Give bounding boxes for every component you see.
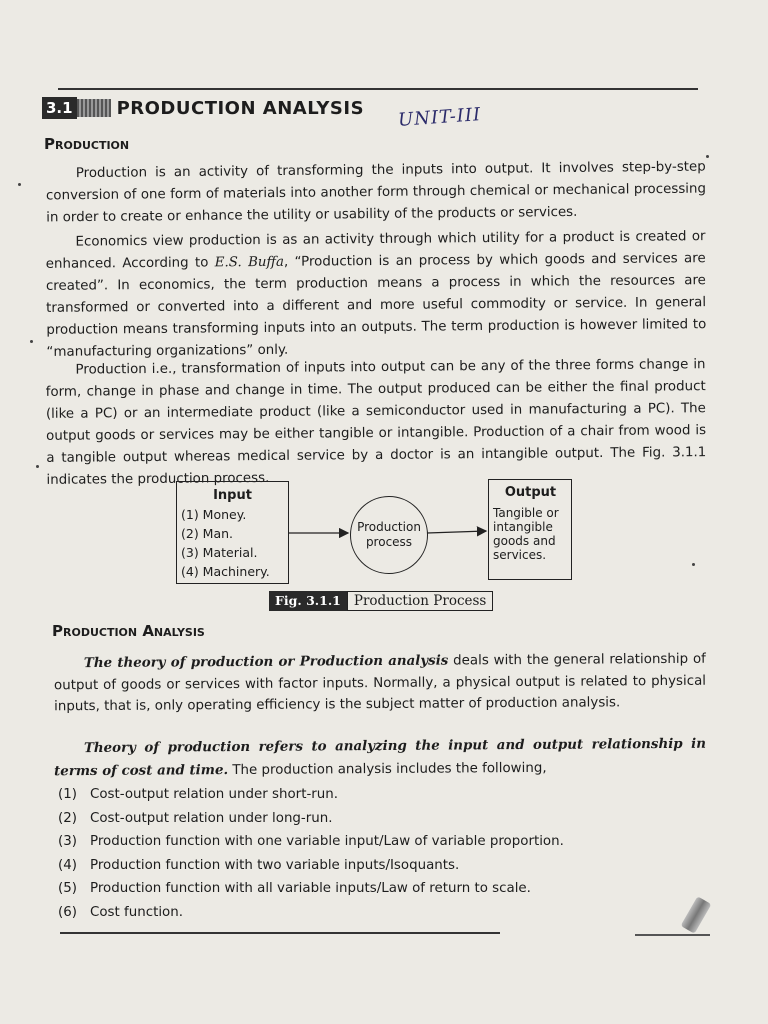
paragraph-1: Production is an activity of transforming the inputs into output. It involves step-by-step conversion of one form of materials into another form through chemical or mechanical processing in order to create or enhance the utility or usability of the products or services. — [45, 159, 707, 226]
input-item: (3) Material. — [181, 545, 258, 560]
bottom-rule-right — [635, 934, 710, 936]
output-box — [488, 479, 572, 580]
list-item: (2) Cost-output relation under long-run. — [58, 810, 333, 826]
subhead-production: Production — [44, 135, 130, 153]
paragraph-5: Theory of production refers to analyzing the input and output relationship in terms of cost and time. The production analysis includes the following, — [54, 735, 706, 780]
paragraph-3: Production i.e., transformation of inputs into output can be any of the three forms change in form, change in phase and change in time. The output produced can be either the final product (like a PC) or an intermediate product (like a semiconductor used in manufacturing a PC). The output goods or services may be either tangible or intangible. Production of a chair from wood is a tangible output whereas medical service by a doctor is an intangible output. The Fig. 3.1.1 indicates the production process. — [45, 357, 707, 488]
bottom-rule — [60, 932, 500, 934]
speck — [692, 563, 695, 566]
handwritten-note: UNIT-III — [397, 104, 482, 131]
list-item: (1) Cost-output relation under short-run. — [58, 787, 339, 802]
speck — [706, 155, 709, 158]
input-box — [176, 481, 289, 584]
list-item: (3) Production function with one variable input/Law of variable proportion. — [58, 834, 564, 849]
output-title: Output — [504, 485, 557, 500]
figure-caption — [269, 591, 493, 611]
speck — [30, 340, 33, 343]
section-heading — [42, 97, 364, 119]
top-rule — [58, 88, 698, 90]
speck — [18, 183, 21, 186]
section-number: 3.1 — [42, 97, 77, 119]
section-bar — [77, 99, 111, 117]
input-item: (1) Money. — [181, 507, 247, 522]
process-circle — [350, 496, 428, 574]
input-item: (2) Man. — [181, 526, 234, 541]
figure-caption-text: Production Process — [347, 591, 494, 611]
list-item: (6) Cost function. — [58, 904, 183, 920]
input-title: Input — [213, 488, 252, 503]
paragraph-4: The theory of production or Production analysis deals with the general relationship of output of goods or services with factor inputs. Normally, a physical output is related to physical inputs, that is, only operating efficiency is the subject matter of production analysis. — [53, 651, 707, 715]
topics-list — [58, 783, 678, 924]
author-name: E.S. Buffa — [214, 254, 285, 271]
pencil-mark — [681, 896, 712, 933]
paragraph-2: Economics view production is as an activity through which utility for a product is created or enhanced. According to E.S. Buffa, “Production is an process by which goods and services are created”. In economics, the term production means a process in which the resources are transformed or converted into a different and more useful commodity or service. In general production means transforming inputs into an outputs. The term production is however limited to “manufacturing organizations” only. — [45, 229, 707, 360]
section-title: PRODUCTION ANALYSIS — [116, 97, 365, 119]
figure-label: Fig. 3.1.1 — [269, 591, 347, 611]
list-item: (5) Production function with all variable inputs/Law of return to scale. — [58, 881, 531, 896]
arrow-process-to-output — [427, 531, 486, 533]
speck — [36, 465, 39, 468]
process-label: Production process — [357, 520, 421, 549]
subhead-production-analysis: Production Analysis — [52, 622, 205, 640]
output-text: Tangible or intangible goods and services. — [493, 506, 559, 562]
list-item: (4) Production function with two variable inputs/Isoquants. — [58, 857, 460, 873]
input-item: (4) Machinery. — [181, 564, 270, 579]
